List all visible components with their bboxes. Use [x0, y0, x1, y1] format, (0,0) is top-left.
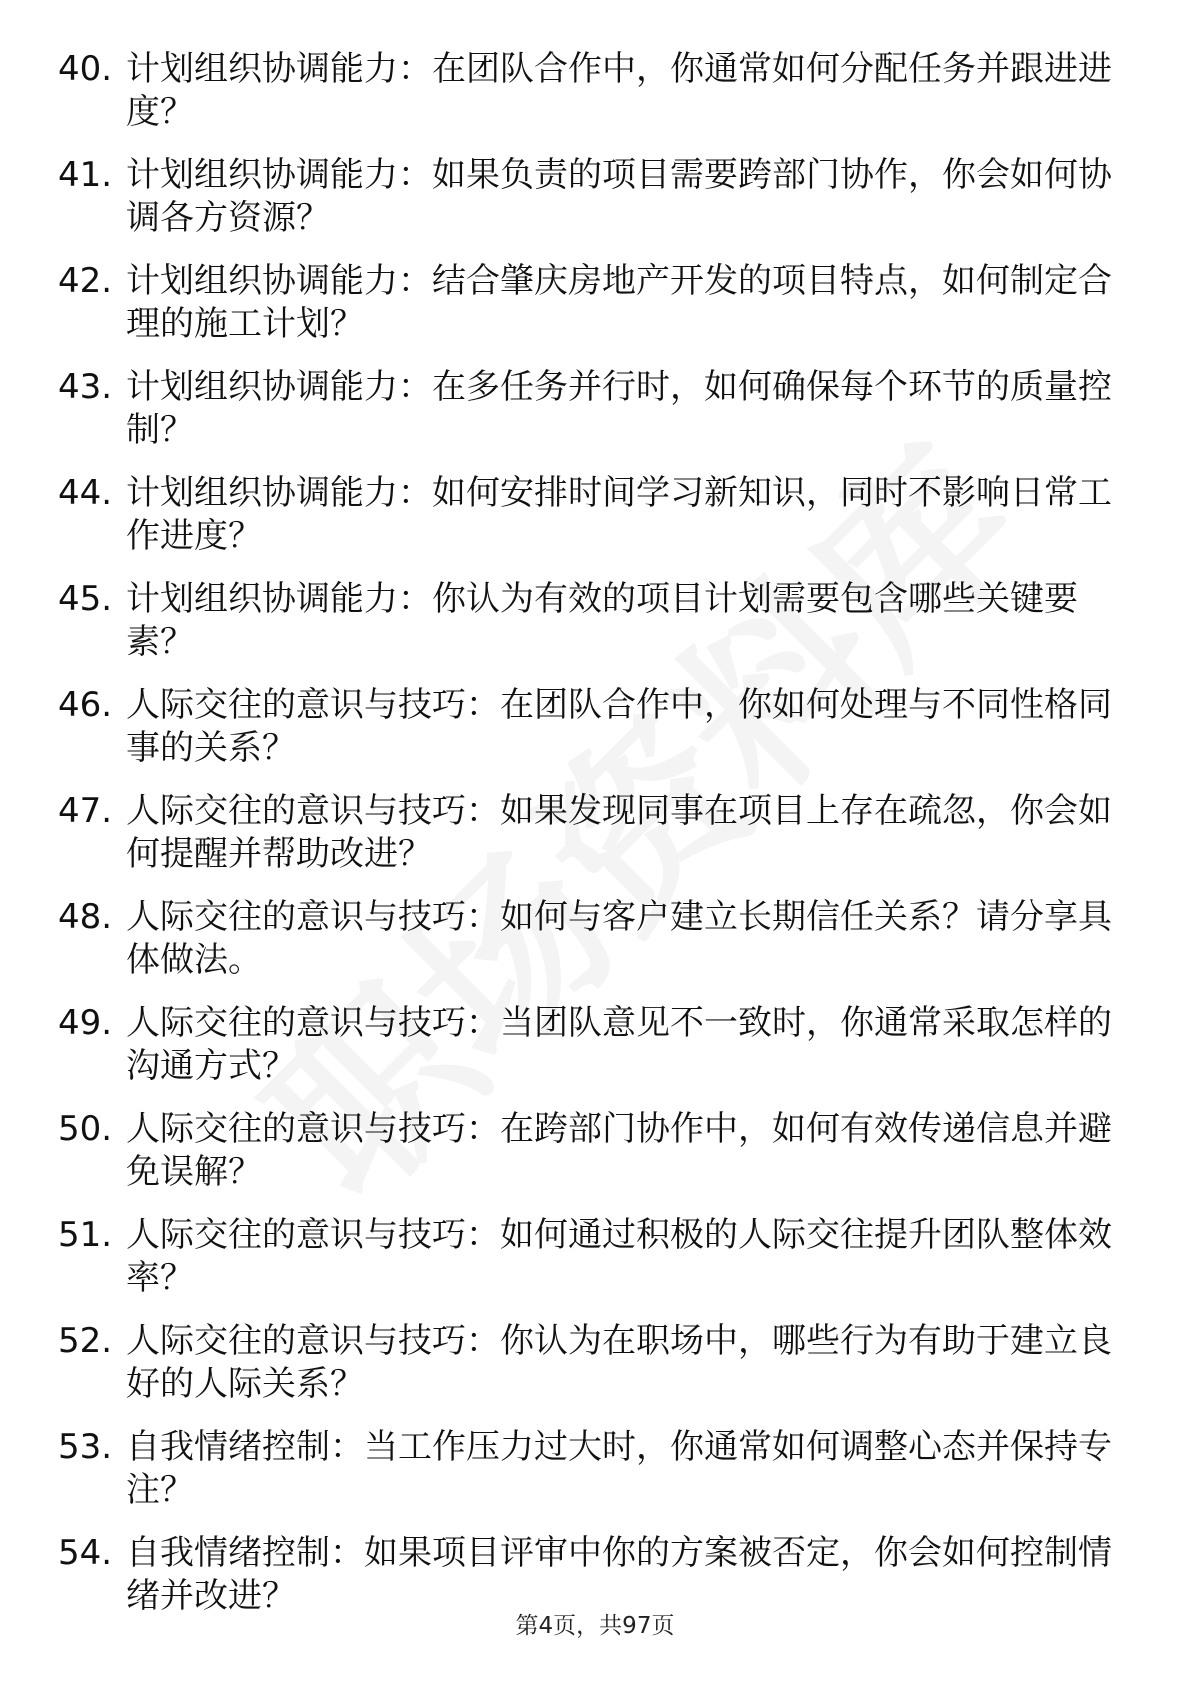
question-text: 计划组织协调能力：你认为有效的项目计划需要包含哪些关键要素？ [126, 579, 1078, 662]
page-footer: 第4页，共97页 [515, 1613, 675, 1639]
question-item [58, 366, 1116, 452]
question-number: 47. [58, 791, 113, 831]
question-number: 50. [58, 1109, 113, 1149]
question-item [58, 790, 1116, 876]
question-item [58, 1002, 1116, 1088]
question-item [58, 1426, 1116, 1512]
question-item [58, 1320, 1116, 1406]
question-text: 计划组织协调能力：在团队合作中，你通常如何分配任务并跟进进度？ [126, 49, 1112, 132]
question-number: 49. [58, 1003, 113, 1043]
question-text: 人际交往的意识与技巧：当团队意见不一致时，你通常采取怎样的沟通方式？ [126, 1003, 1112, 1086]
question-number: 44. [58, 473, 113, 513]
question-number: 53. [58, 1427, 113, 1467]
question-number: 45. [58, 579, 113, 619]
question-list [58, 48, 1116, 1638]
question-number: 52. [58, 1321, 113, 1361]
question-text: 人际交往的意识与技巧：如何与客户建立长期信任关系？请分享具体做法。 [126, 897, 1112, 980]
question-number: 42. [58, 261, 113, 301]
question-number: 51. [58, 1215, 113, 1255]
question-text: 人际交往的意识与技巧：你认为在职场中，哪些行为有助于建立良好的人际关系？ [126, 1321, 1112, 1404]
question-text: 人际交往的意识与技巧：如何通过积极的人际交往提升团队整体效率？ [126, 1215, 1112, 1298]
question-text: 自我情绪控制：当工作压力过大时，你通常如何调整心态并保持专注？ [126, 1427, 1112, 1510]
question-text: 人际交往的意识与技巧：在团队合作中，你如何处理与不同性格同事的关系？ [126, 685, 1112, 768]
question-text: 计划组织协调能力：在多任务并行时，如何确保每个环节的质量控制？ [126, 367, 1112, 450]
question-text: 计划组织协调能力：如何安排时间学习新知识，同时不影响日常工作进度？ [126, 473, 1112, 556]
question-number: 48. [58, 897, 113, 937]
question-number: 54. [58, 1533, 113, 1573]
question-item [58, 684, 1116, 770]
question-number: 41. [58, 155, 113, 195]
question-item [58, 578, 1116, 664]
question-text: 自我情绪控制：如果项目评审中你的方案被否定，你会如何控制情绪并改进？ [126, 1533, 1112, 1616]
question-item [58, 1214, 1116, 1300]
question-text: 计划组织协调能力：结合肇庆房地产开发的项目特点，如何制定合理的施工计划？ [126, 261, 1112, 344]
question-item [58, 1532, 1116, 1618]
question-text: 计划组织协调能力：如果负责的项目需要跨部门协作，你会如何协调各方资源？ [126, 155, 1112, 238]
question-number: 43. [58, 367, 113, 407]
question-item [58, 154, 1116, 240]
question-number: 46. [58, 685, 113, 725]
question-item [58, 260, 1116, 346]
question-item [58, 896, 1116, 982]
question-item [58, 472, 1116, 558]
question-text: 人际交往的意识与技巧：如果发现同事在项目上存在疏忽，你会如何提醒并帮助改进？ [126, 791, 1112, 874]
question-item [58, 1108, 1116, 1194]
question-number: 40. [58, 49, 113, 89]
question-text: 人际交往的意识与技巧：在跨部门协作中，如何有效传递信息并避免误解？ [126, 1109, 1112, 1192]
question-item [58, 48, 1116, 134]
